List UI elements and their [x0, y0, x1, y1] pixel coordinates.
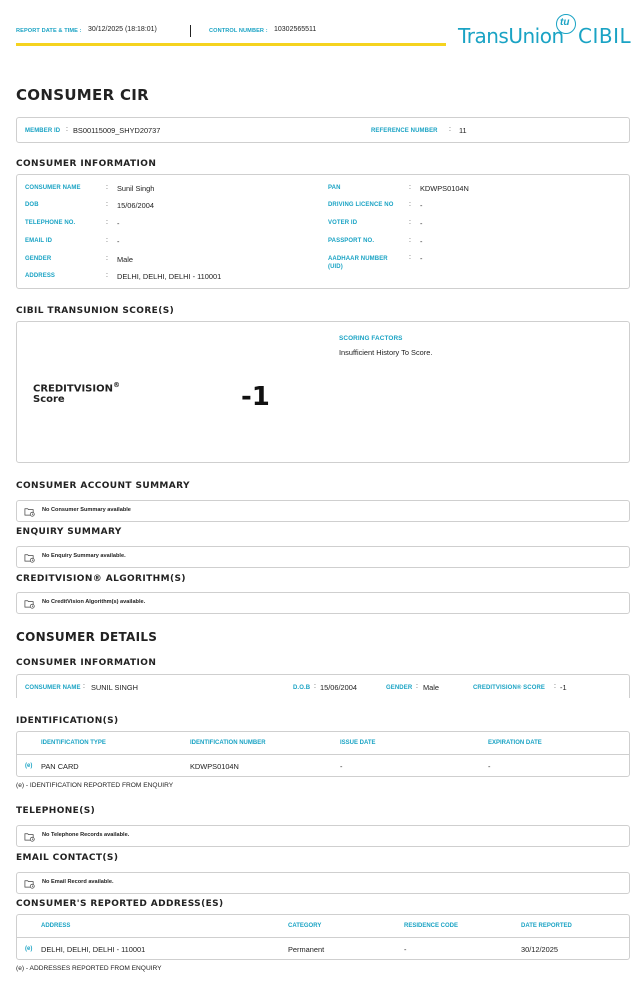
- table-header-row: [17, 732, 629, 755]
- member-id-value: BS00115009_SHYD20737: [73, 126, 161, 135]
- folder-clock-icon: [24, 878, 35, 889]
- email-id-label: EMAIL ID: [25, 238, 53, 244]
- logo-transunion-text: TransUnion: [458, 24, 564, 48]
- details-info-heading: CONSUMER INFORMATION: [16, 658, 157, 668]
- folder-clock-icon: [24, 831, 35, 842]
- colon: :: [106, 201, 108, 208]
- voter-id-label: VOTER ID: [328, 220, 358, 226]
- consumer-info-box: [16, 174, 630, 289]
- issue-date: -: [340, 762, 343, 771]
- enquiry-summary-heading: ENQUIRY SUMMARY: [16, 527, 122, 537]
- logo-tu-badge: [556, 14, 576, 34]
- scoring-factors-label: SCORING FACTORS: [339, 335, 403, 342]
- consumer-name-value: Sunil Singh: [117, 184, 155, 193]
- identification-heading: IDENTIFICATION(S): [16, 716, 119, 726]
- colon: :: [106, 237, 108, 244]
- telephone-box: [16, 825, 630, 847]
- date-reported: 30/12/2025: [521, 945, 558, 954]
- scoring-factors-text: Insufficient History To Score.: [339, 348, 433, 357]
- score-name-text: CREDITVISION: [33, 383, 113, 395]
- driving-licence-value: -: [420, 201, 423, 210]
- account-summary-heading: CONSUMER ACCOUNT SUMMARY: [16, 481, 190, 491]
- folder-clock-icon: [24, 506, 35, 517]
- score-box: [16, 321, 630, 463]
- report-header: [16, 25, 446, 45]
- residence-code: -: [404, 945, 407, 954]
- column-header: ADDRESS: [41, 923, 71, 929]
- aadhaar-value: -: [420, 254, 423, 263]
- gender-value: Male: [117, 255, 134, 264]
- registered-mark: ®: [112, 381, 120, 389]
- addresses-table: [16, 914, 630, 960]
- details-name-value: SUNIL SINGH: [91, 683, 138, 692]
- colon: :: [409, 201, 411, 208]
- passport-value: -: [420, 237, 423, 246]
- transunion-cibil-logo: [458, 14, 634, 48]
- addresses-heading: CONSUMER'S REPORTED ADDRESS(ES): [16, 899, 224, 909]
- gender-label: GENDER: [25, 256, 52, 262]
- address-label: ADDRESS: [25, 273, 56, 279]
- report-date-label: REPORT DATE & TIME :: [16, 28, 82, 34]
- column-header: RESIDENCE CODE: [404, 923, 459, 929]
- folder-clock-icon: [24, 598, 35, 609]
- pan-label: PAN: [328, 185, 341, 191]
- colon: :: [409, 219, 411, 226]
- reference-number-value: 11: [459, 126, 467, 135]
- pan-value: KDWPS0104N: [420, 184, 469, 193]
- logo-tu-badge-text: tu: [560, 17, 570, 28]
- control-number-label: CONTROL NUMBER :: [209, 28, 268, 34]
- colon: :: [554, 683, 556, 690]
- email-text: No Email Record available.: [42, 879, 114, 885]
- colon: :: [66, 126, 68, 133]
- telephone-label: TELEPHONE NO.: [25, 220, 76, 226]
- algorithms-text: No CreditVision Algorithm(s) available.: [42, 599, 146, 605]
- table-row: [17, 938, 629, 960]
- details-info-box: [16, 674, 630, 698]
- details-gender-label: GENDER: [386, 685, 413, 691]
- dob-label: DOB: [25, 202, 39, 208]
- report-date-value: 30/12/2025 (18:18:01): [88, 26, 157, 33]
- algorithms-box: [16, 592, 630, 614]
- colon: :: [314, 683, 316, 690]
- addresses-note: (e) - ADDRESSES REPORTED FROM ENQUIRY: [16, 965, 162, 972]
- score-heading: CIBIL TRANSUNION SCORE(S): [16, 306, 175, 316]
- enquiry-summary-text: No Enquiry Summary available.: [42, 553, 126, 559]
- consumer-details-title: CONSUMER DETAILS: [16, 630, 158, 644]
- account-summary-box: [16, 500, 630, 522]
- details-gender-value: Male: [423, 683, 440, 692]
- colon: :: [106, 255, 108, 262]
- dob-value: 15/06/2004: [117, 201, 154, 210]
- enquiry-summary-box: [16, 546, 630, 568]
- score-name: [33, 380, 120, 405]
- colon: :: [106, 272, 108, 279]
- email-id-value: -: [117, 237, 120, 246]
- email-heading: EMAIL CONTACT(S): [16, 853, 119, 863]
- score-subtitle: Score: [33, 394, 65, 406]
- identification-number: KDWPS0104N: [190, 762, 239, 771]
- header-divider: [190, 25, 191, 37]
- details-name-label: CONSUMER NAME: [25, 685, 81, 691]
- consumer-info-heading: CONSUMER INFORMATION: [16, 159, 157, 169]
- colon: :: [416, 683, 418, 690]
- colon: :: [106, 219, 108, 226]
- details-dob-label: D.O.B: [293, 685, 311, 691]
- expiration-date: -: [488, 762, 491, 771]
- colon: :: [83, 683, 85, 690]
- details-cv-score-value: -1: [560, 683, 567, 692]
- table-header-row: [17, 915, 629, 938]
- table-row: [17, 755, 629, 777]
- identification-type: PAN CARD: [41, 762, 79, 771]
- colon: :: [409, 184, 411, 191]
- colon: :: [409, 254, 411, 261]
- column-header: EXPIRATION DATE: [488, 740, 542, 746]
- folder-clock-icon: [24, 552, 35, 563]
- reference-number-label: REFERENCE NUMBER: [371, 128, 438, 134]
- voter-id-value: -: [420, 219, 423, 228]
- header-accent-bar: [16, 43, 446, 46]
- address-text: DELHI, DELHI, DELHI - 110001: [41, 945, 146, 954]
- aadhaar-label: AADHAAR NUMBER: [328, 256, 388, 262]
- column-header: IDENTIFICATION TYPE: [41, 740, 106, 746]
- email-box: [16, 872, 630, 894]
- column-header: DATE REPORTED: [521, 923, 572, 929]
- details-cv-score-label: CREDITVISION® SCORE: [473, 685, 545, 691]
- colon: :: [409, 237, 411, 244]
- identification-table: [16, 731, 630, 777]
- aadhaar-label-uid: (UID): [328, 264, 343, 270]
- consumer-name-label: CONSUMER NAME: [25, 185, 81, 191]
- colon: :: [106, 184, 108, 191]
- column-header: IDENTIFICATION NUMBER: [190, 740, 266, 746]
- column-header: CATEGORY: [288, 923, 322, 929]
- telephone-value: -: [117, 219, 120, 228]
- enquiry-tag: (e): [25, 946, 33, 952]
- algorithms-heading: CREDITVISION® ALGORITHM(S): [16, 574, 186, 584]
- address-category: Permanent: [288, 945, 325, 954]
- column-header: ISSUE DATE: [340, 740, 376, 746]
- enquiry-tag: (e): [25, 763, 33, 769]
- colon: :: [449, 126, 451, 133]
- driving-licence-label: DRIVING LICENCE NO: [328, 202, 394, 208]
- address-value: DELHI, DELHI, DELHI - 110001: [117, 272, 222, 281]
- details-dob-value: 15/06/2004: [320, 683, 357, 692]
- page-title: CONSUMER CIR: [16, 86, 149, 104]
- member-box: [16, 117, 630, 143]
- control-number-value: 10302565511: [274, 26, 317, 33]
- identification-note: (e) - IDENTIFICATION REPORTED FROM ENQUIRY: [16, 782, 174, 789]
- member-id-label: MEMBER ID: [25, 128, 61, 134]
- account-summary-text: No Consumer Summary available: [42, 507, 131, 513]
- logo-cibil-text: CIBIL: [578, 24, 632, 48]
- telephone-text: No Telephone Records available.: [42, 832, 130, 838]
- score-value: -1: [241, 382, 270, 412]
- passport-label: PASSPORT NO.: [328, 238, 375, 244]
- telephone-heading: TELEPHONE(S): [16, 806, 96, 816]
